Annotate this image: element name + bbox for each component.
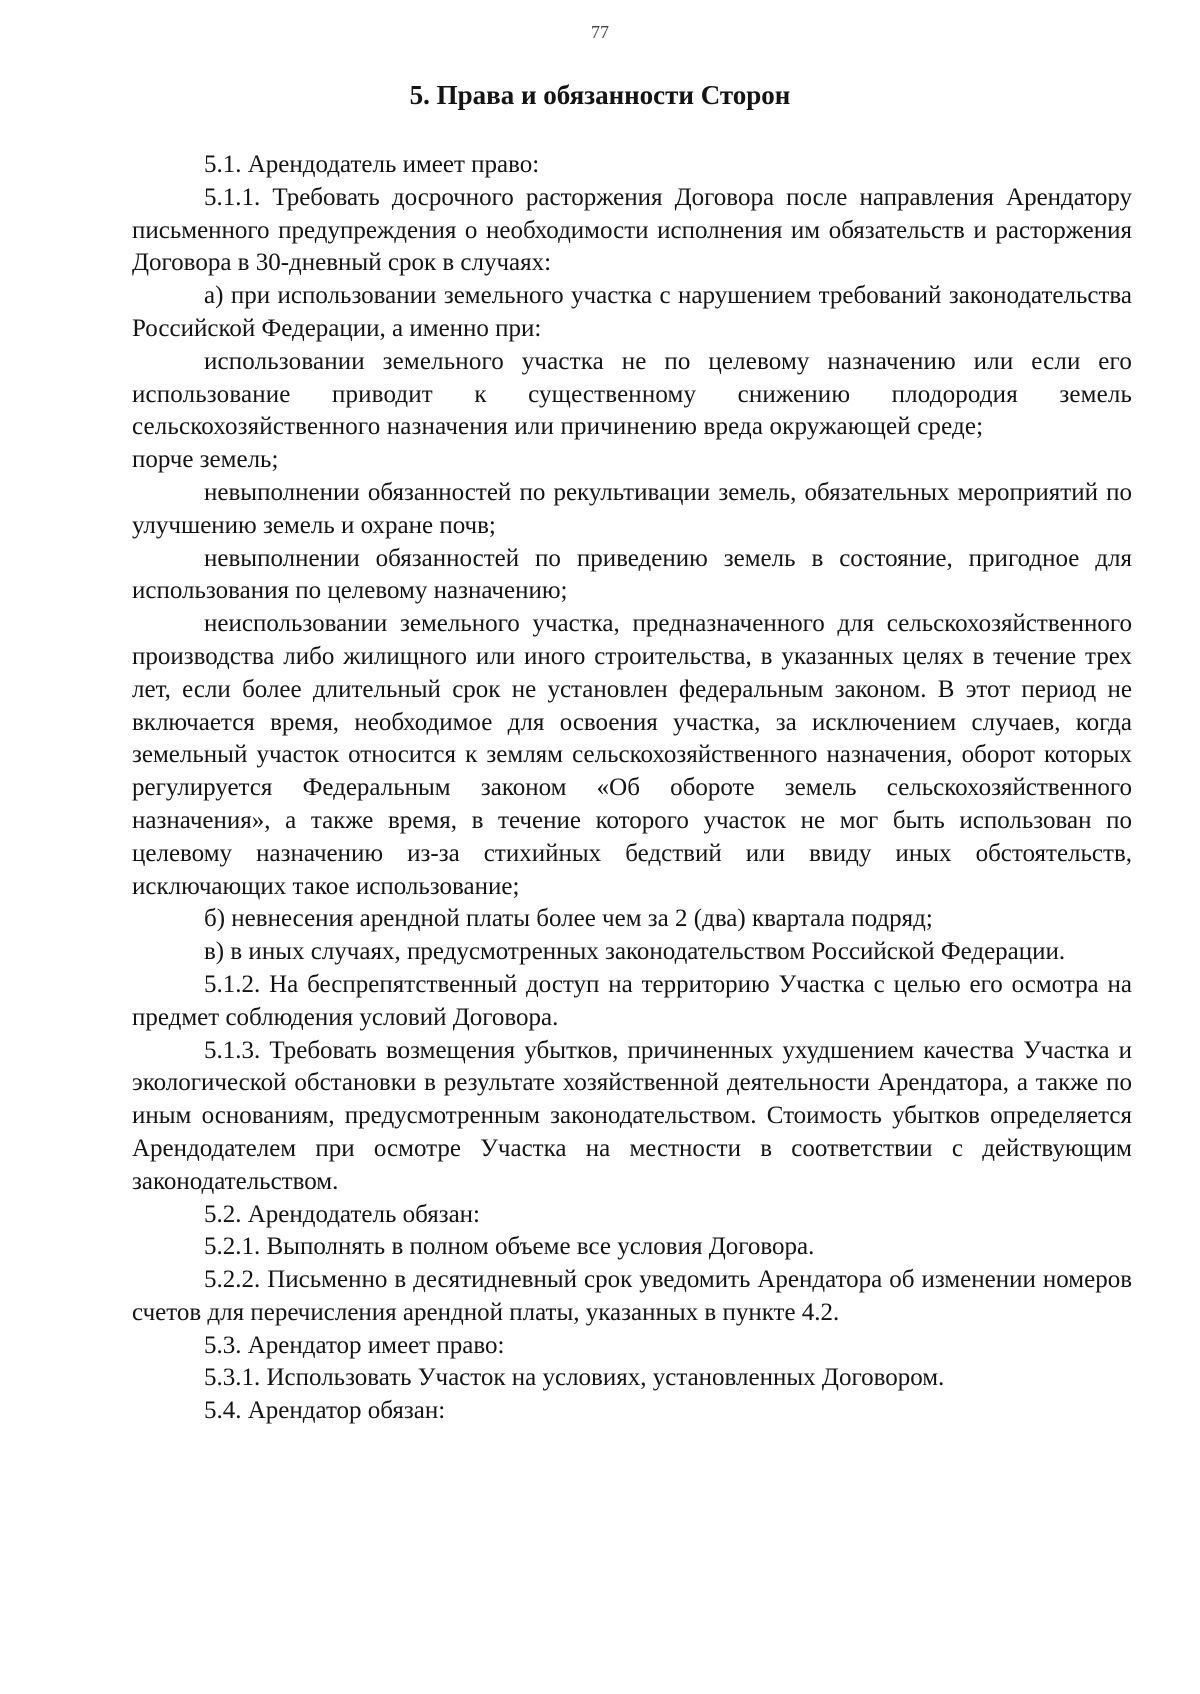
paragraph-5-1-1-v: в) в иных случаях, предусмотренных законодательством Российской Федерации. <box>204 938 1066 966</box>
section-title: 5. Права и обязанности Сторон <box>409 80 791 110</box>
paragraph-5-2-2: 5.2.2. Письменно в десятидневный срок уведомить Арендатора об изменении номеров счетов для перечисления арендной платы, указанных в пункте 4.2. <box>132 1266 1132 1326</box>
paragraph-5-2: 5.2. Арендодатель обязан: <box>204 1200 480 1228</box>
paragraph-5-4: 5.4. Арендатор обязан: <box>204 1397 446 1425</box>
paragraph-non-use: неиспользовании земельного участка, предназначенного для сельскохозяйственного производства либо жилищного или иного строительства, в указанных целях в течение трех лет, если более длительный срок не установлен федеральным законом. В этот период не включается время, необходимое для освоения участка, за исключением случаев, когда земельный участок относится к землям сельскохозяйственного назначения, оборот которых регулируется Федеральным законом «Об обороте земель сельскохозяйственного назначения», а также время, в течение которого участок не мог быть использован по целевому назначению из-за стихийных бедствий или ввиду иных обстоятельств, исключающих такое использование; <box>132 610 1132 900</box>
paragraph-5-2-1: 5.2.1. Выполнять в полном объеме все условия Договора. <box>204 1233 815 1261</box>
paragraph-5-1: 5.1. Арендодатель имеет право: <box>204 151 540 178</box>
paragraph-5-3: 5.3. Арендатор имеет право: <box>204 1331 505 1359</box>
paragraph-5-3-1: 5.3.1. Использовать Участок на условиях, установленных Договором. <box>204 1364 945 1392</box>
document-body <box>132 149 1132 1428</box>
paragraph-land-restoration: невыполнении обязанностей по приведению земель в состояние, пригодное для использования по целевому назначению; <box>132 544 1132 605</box>
paragraph-misuse: использовании земельного участка не по целевому назначению или если его использование приводит к существенному снижению плодородия земель сельскохозяйственного назначения или причинению вреда окружающей среде; <box>132 347 1132 441</box>
paragraph-5-1-1: 5.1.1. Требовать досрочного расторжения Договора после направления Арендатору письменного предупреждения о необходимости исполнения им обязательств и расторжения Договора в 30-дневный срок в случаях: <box>132 183 1132 277</box>
paragraph-5-1-1-a: а) при использовании земельного участка с нарушением требований законодательства Российской Федерации, а именно при: <box>132 282 1132 342</box>
paragraph-land-damage: порче земель; <box>132 446 279 474</box>
paragraph-5-1-3: 5.1.3. Требовать возмещения убытков, причиненных ухудшением качества Участка и экологической обстановки в результате хозяйственной деятельности Арендатора, а также по иным основаниям, предусмотренным законодательством. Стоимость убытков определяется Арендодателем при осмотре Участка на местности в соответствии с действующим законодательством. <box>132 1036 1132 1195</box>
page-number: 77 <box>591 22 609 42</box>
paragraph-5-1-1-b: б) невнесения арендной платы более чем за 2 (два) квартала подряд; <box>204 905 933 933</box>
paragraph-recultivation: невыполнении обязанностей по рекультивации земель, обязательных мероприятий по улучшению земель и охране почв; <box>132 478 1132 539</box>
paragraph-5-1-2: 5.1.2. На беспрепятственный доступ на территорию Участка с целью его осмотра на предмет соблюдения условий Договора. <box>132 970 1132 1031</box>
